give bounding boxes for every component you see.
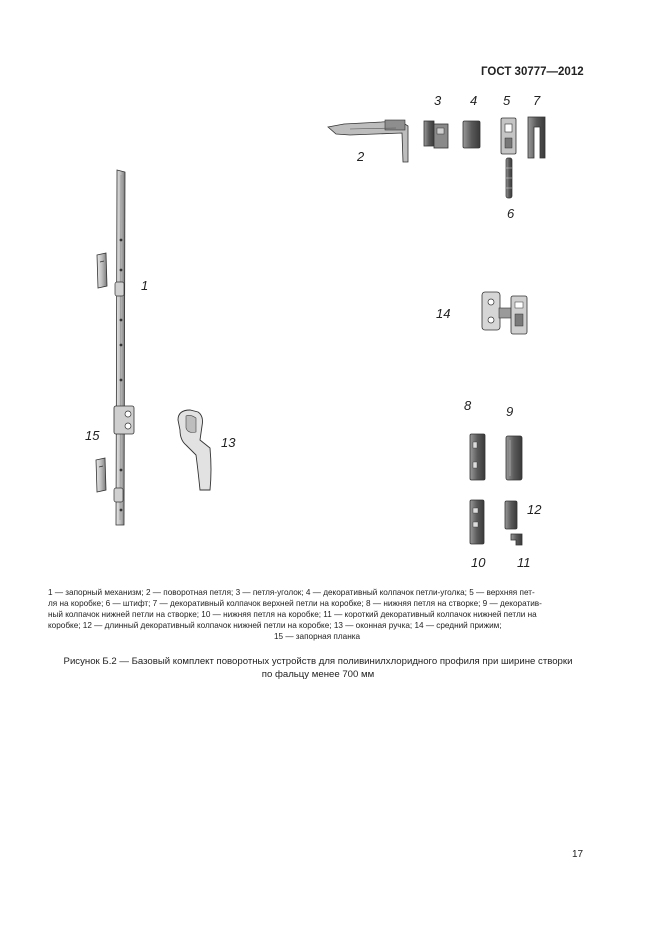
bottom-sash-hinge-part (470, 434, 485, 480)
callout-7: 7 (533, 93, 541, 108)
callout-15: 15 (85, 428, 100, 443)
pin-part (506, 158, 512, 198)
top-frame-hinge-part (501, 118, 516, 154)
middle-clamp-part (482, 292, 527, 334)
document-standard-number: ГОСТ 30777—2012 (481, 66, 584, 78)
legend-line: 1 — запорный механизм; 2 — поворотная петля; 3 — петля-уголок; 4 — декоративный колпачок петли-уголка; 5 — верхняя пет- (48, 588, 535, 597)
callout-10: 10 (471, 555, 486, 570)
callout-5: 5 (503, 93, 511, 108)
figure-caption (48, 655, 588, 681)
callout-9: 9 (506, 404, 514, 419)
callout-8: 8 (464, 398, 472, 413)
callout-14: 14 (436, 306, 451, 321)
figure-legend (48, 587, 586, 642)
caption-line: по фальцу менее 700 мм (261, 669, 375, 680)
legend-line: ный колпачок нижней петли на створке; 10 — нижняя петля на коробке; 11 — короткий декоративный колпачок нижней петли на (48, 610, 537, 619)
callout-12: 12 (527, 502, 542, 517)
legend-line: ля на коробке; 6 — штифт; 7 — декоративный колпачок верхней петли на коробке; 8 — нижняя петля на створке; 9 — декоратив- (48, 599, 542, 608)
top-hinge-cap-part (528, 117, 545, 158)
window-handle-part (178, 410, 211, 490)
callout-3: 3 (434, 93, 442, 108)
caption-line: Рисунок Б.2 — Базовый комплект поворотных устройств для поливинилхлоридного профиля при ширине створки (63, 656, 573, 667)
bottom-frame-hinge-part (470, 500, 484, 544)
corner-hinge-cap-part (463, 121, 480, 148)
callout-1: 1 (141, 278, 149, 293)
callout-11: 11 (517, 555, 531, 570)
bottom-sash-cap-part (506, 436, 522, 480)
legend-line: коробке; 12 — длинный декоративный колпачок нижней петли на коробке; 13 — оконная ручка; 14 — средний прижим; (48, 621, 502, 630)
corner-hinge-part (424, 121, 448, 148)
turning-hinge-part (328, 120, 408, 162)
callout-6: 6 (507, 206, 515, 221)
callout-2: 2 (357, 149, 365, 164)
legend-line: 15 — запорная планка (273, 632, 361, 641)
striker-plate-part (96, 253, 107, 492)
locking-mechanism-part (114, 170, 134, 525)
callout-13: 13 (221, 435, 236, 450)
short-bottom-frame-cap-part (511, 534, 522, 545)
long-bottom-frame-cap-part (505, 501, 517, 529)
page-number: 17 (572, 849, 584, 860)
callout-4: 4 (470, 93, 478, 108)
